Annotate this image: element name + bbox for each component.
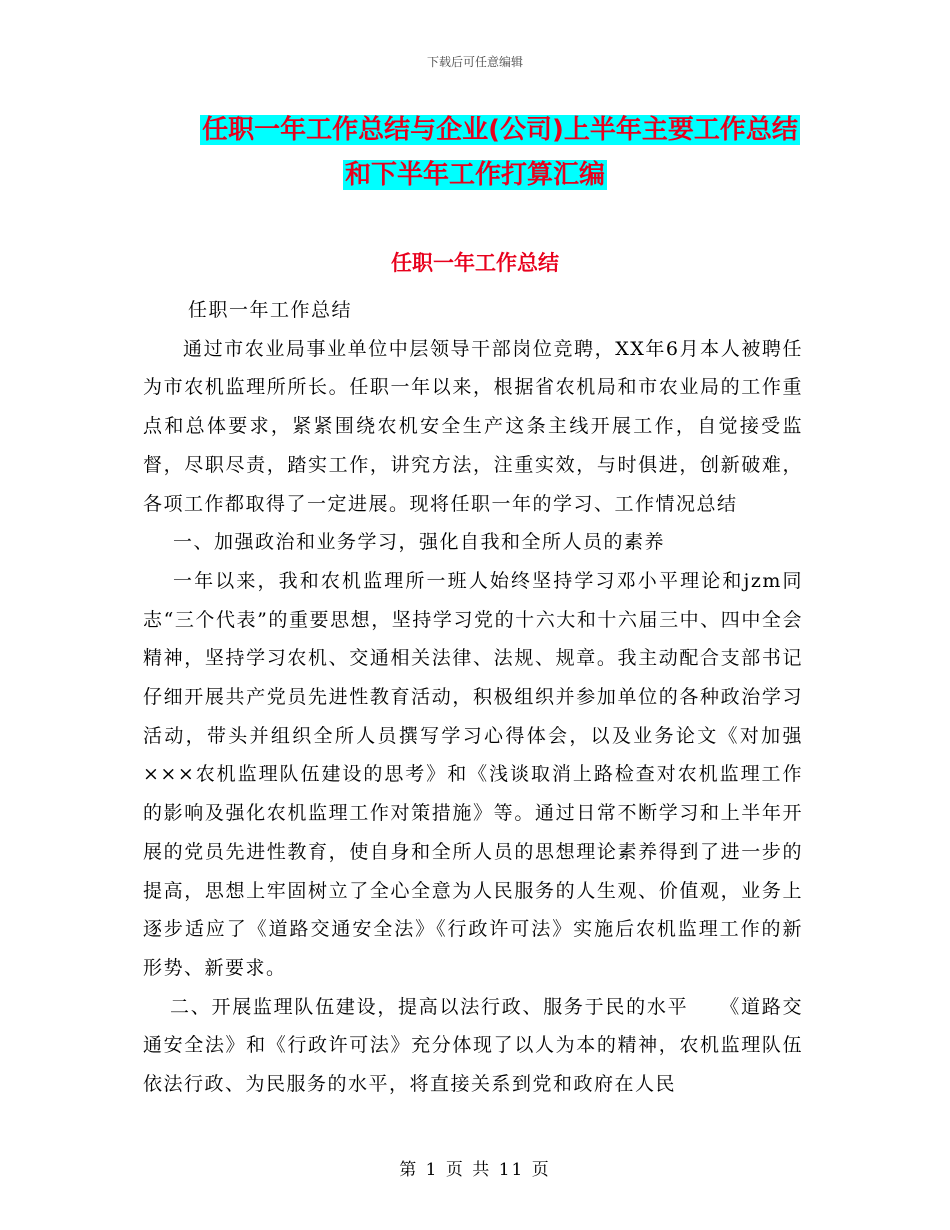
paragraph-heading-1: 一、加强政治和业务学习，强化自我和全所人员的素养 (173, 531, 666, 554)
paragraph-subtitle: 任职一年工作总结 (188, 299, 353, 321)
paragraph-heading-2: 二、开展监理队伍建设，提高以法行政、服务于民的水平 《道路交通安全法》和《行政许可法》充分体现了以人为本的精神，农机监理队伍依法行政、为民服务的水平，将直接关系到党和政府在人民 (143, 995, 803, 1096)
page-number: 第 1 页 共 11 页 (399, 1160, 551, 1180)
paragraph-intro: 通过市农业局事业单位中层领导干部岗位竞聘，XX年6月本人被聘任为市农机监理所所长。任职一年以来，根据省农机局和市农业局的工作重点和总体要求，紧紧围绕农机安全生产这条主线开展工作，自觉接受监督，尽职尽责，踏实工作，讲究方法，注重实效，与时俱进，创新破难，各项工作都取得了一定进展。现将任职一年的学习、工作情况总结 (143, 337, 803, 515)
document-title-line-2 (0, 158, 950, 192)
document-title-line-1 (25, 113, 950, 147)
title-line-2-text: 和下半年工作打算汇编 (344, 160, 605, 190)
paragraph-study: 一年以来，我和农机监理所一班人始终坚持学习邓小平理论和jzm同志“三个代表”的重要思想，坚持学习党的十六大和十六届三中、四中全会精神，坚持学习农机、交通相关法律、法规、规章。我主动配合支部书记仔细开展共产党员先进性教育活动，积极组织并参加单位的各种政治学习活动，带头并组织全所人员撰写学习心得体会，以及业务论文《对加强×××农机监理队伍建设的思考》和《浅谈取消上路检查对农机监理工作的影响及强化农机监理工作对策措施》等。通过日常不断学习和上半年开展的党员先进性教育，使自身和全所人员的思想理论素养得到了进一步的提高，思想上牢固树立了全心全意为人民服务的人生观、价值观，业务上逐步适应了《道路交通安全法》《行政许可法》实施后农机监理工作的新形势、新要求。 (143, 569, 803, 979)
section-heading: 任职一年工作总结 (391, 251, 559, 275)
page-header-note: 下载后可任意编辑 (426, 55, 523, 69)
document-body (143, 291, 803, 1104)
title-line-1-text: 任职一年工作总结与企业(公司)上半年主要工作总结 (202, 115, 798, 145)
